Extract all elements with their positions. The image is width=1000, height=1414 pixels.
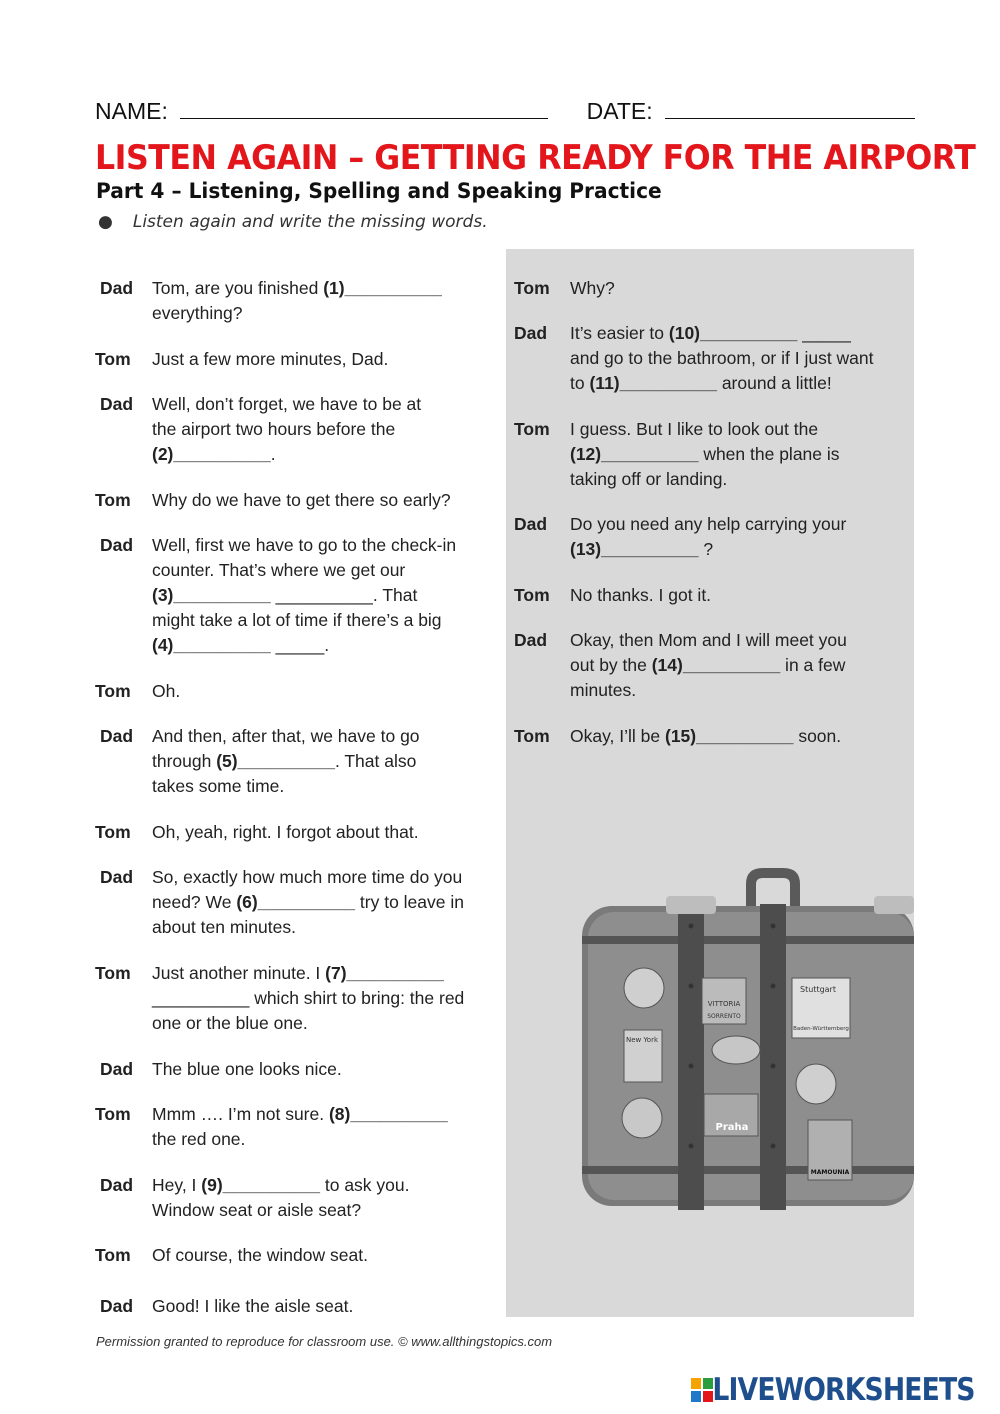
dialogue-text: No thanks. I got it. — [570, 585, 712, 605]
speaker-label: Dad — [514, 514, 548, 534]
dialogue-text: Why do we have to get there so early? — [152, 490, 451, 510]
name-field[interactable] — [180, 98, 548, 119]
sticker-baden: Baden-Württemberg — [793, 1026, 849, 1032]
dialogue-text: __________ which shirt to bring: the red — [152, 988, 465, 1008]
dialogue-text: And then, after that, we have to go — [152, 726, 420, 746]
sticker-icon — [624, 968, 664, 1008]
dialogue-text: So, exactly how much more time do you — [152, 867, 463, 887]
dialogue-text: Good! I like the aisle seat. — [152, 1296, 354, 1316]
page-title: LISTEN AGAIN – GETTING READY FOR THE AIRPORT — [95, 138, 976, 178]
dialogue-text: The blue one looks nice. — [152, 1059, 342, 1079]
speaker-label: Tom — [95, 349, 131, 369]
instruction — [98, 212, 488, 232]
speaker-label: Tom — [514, 419, 550, 439]
dialogue-text: Well, don’t forget, we have to be at — [152, 394, 422, 414]
brand-text: LIVEWORKSHEETS — [712, 1372, 975, 1408]
dialogue-text: (12)__________ when the plane is — [570, 444, 840, 464]
speaker-label: Tom — [95, 681, 131, 701]
sticker-icon — [712, 1036, 760, 1064]
dialogue-text: takes some time. — [152, 776, 285, 796]
dialogue-text: Hey, I (9)__________ to ask you. — [152, 1175, 410, 1195]
speaker-label: Dad — [100, 394, 134, 414]
dialogue-text: Oh, yeah, right. I forgot about that. — [152, 822, 419, 842]
speaker-label: Tom — [95, 1104, 131, 1124]
dialogue-text: and go to the bathroom, or if I just want — [570, 348, 874, 368]
sticker-icon — [796, 1064, 836, 1104]
speaker-label: Tom — [95, 490, 131, 510]
sticker-praha: Praha — [715, 1122, 749, 1133]
dialogue-text: Oh. — [152, 681, 181, 701]
dialogue-text: to (11)__________ around a little! — [570, 373, 832, 393]
dialogue-text: Mmm …. I’m not sure. (8)__________ — [152, 1104, 448, 1124]
speaker-label: Tom — [95, 1245, 131, 1265]
speaker-label: Tom — [514, 726, 550, 746]
suitcase-illustration — [578, 866, 914, 1212]
dialogue-text: (3)__________ __________. That — [152, 585, 418, 605]
sticker-newyork: New York — [625, 1036, 659, 1044]
dialogue-text: might take a lot of time if there’s a big — [152, 610, 442, 630]
sticker-vittoria: VITTORIA — [707, 1000, 741, 1008]
dialogue-text: Okay, then Mom and I will meet you — [570, 630, 847, 650]
dialogue-text: about ten minutes. — [152, 917, 296, 937]
dialogue-text: out by the (14)__________ in a few — [570, 655, 846, 675]
sticker-sorrento: SORRENTO — [707, 1013, 741, 1020]
footer-permission: Permission granted to reproduce for classroom use. © www.allthingstopics.com — [96, 1334, 553, 1349]
speaker-label: Dad — [100, 1175, 134, 1195]
dialogue-text: counter. That’s where we get our — [152, 560, 406, 580]
name-label: NAME: — [95, 98, 168, 124]
speaker-label: Dad — [100, 278, 134, 298]
speaker-label: Tom — [95, 822, 131, 842]
bullet-icon: ● — [98, 212, 113, 232]
speaker-label: Dad — [100, 726, 134, 746]
sticker-icon — [622, 1098, 662, 1138]
date-field[interactable] — [665, 98, 915, 119]
dialogue-text: everything? — [152, 303, 243, 323]
dialogue-text: the red one. — [152, 1129, 246, 1149]
dialogue-text: need? We (6)__________ try to leave in — [152, 892, 464, 912]
dialogue-text: (4)__________ _____. — [152, 635, 330, 655]
sticker-stuttgart: Stuttgart — [800, 985, 836, 994]
dialogue-text: Do you need any help carrying your — [570, 514, 847, 534]
dialogue-text: Just a few more minutes, Dad. — [152, 349, 389, 369]
dialogue-text: Window seat or aisle seat? — [152, 1200, 362, 1220]
dialogue-text: Okay, I’ll be (15)__________ soon. — [570, 726, 842, 746]
dialogue-text: one or the blue one. — [152, 1013, 308, 1033]
dialogue-text: It’s easier to (10)__________ _____ — [570, 323, 851, 343]
speaker-label: Dad — [100, 1059, 134, 1079]
dialogue-text: Tom, are you finished (1)__________ — [152, 278, 442, 298]
dialogue-text: Just another minute. I (7)__________ — [152, 963, 444, 983]
instruction-text: Listen again and write the missing words. — [132, 212, 488, 232]
dialogue-text: (2)__________. — [152, 444, 276, 464]
liveworksheets-brand — [690, 1372, 975, 1408]
dialogue-text: I guess. But I like to look out the — [570, 419, 819, 439]
speaker-label: Dad — [100, 535, 134, 555]
speaker-label: Dad — [514, 323, 548, 343]
dialogue-text: (13)__________ ? — [570, 539, 714, 559]
dialogue-text: Well, first we have to go to the check-in — [152, 535, 457, 555]
dialogue-text: minutes. — [570, 680, 637, 700]
speaker-label: Tom — [95, 963, 131, 983]
speaker-label: Dad — [514, 630, 548, 650]
dialogue-text: Of course, the window seat. — [152, 1245, 368, 1265]
dialogue-text: taking off or landing. — [570, 469, 728, 489]
speaker-label: Dad — [100, 867, 134, 887]
dialogue-text: through (5)__________. That also — [152, 751, 417, 771]
speaker-label: Dad — [100, 1296, 134, 1316]
date-label: DATE: — [586, 98, 653, 124]
page-subtitle: Part 4 – Listening, Spelling and Speaking Practice — [96, 179, 662, 203]
dialogue-text: Why? — [570, 278, 615, 298]
dialogue-text: the airport two hours before the — [152, 419, 396, 439]
speaker-label: Tom — [514, 278, 550, 298]
speaker-label: Tom — [514, 585, 550, 605]
sticker-mamounia: MAMOUNIA — [810, 1169, 850, 1176]
name-date-header — [95, 98, 915, 125]
